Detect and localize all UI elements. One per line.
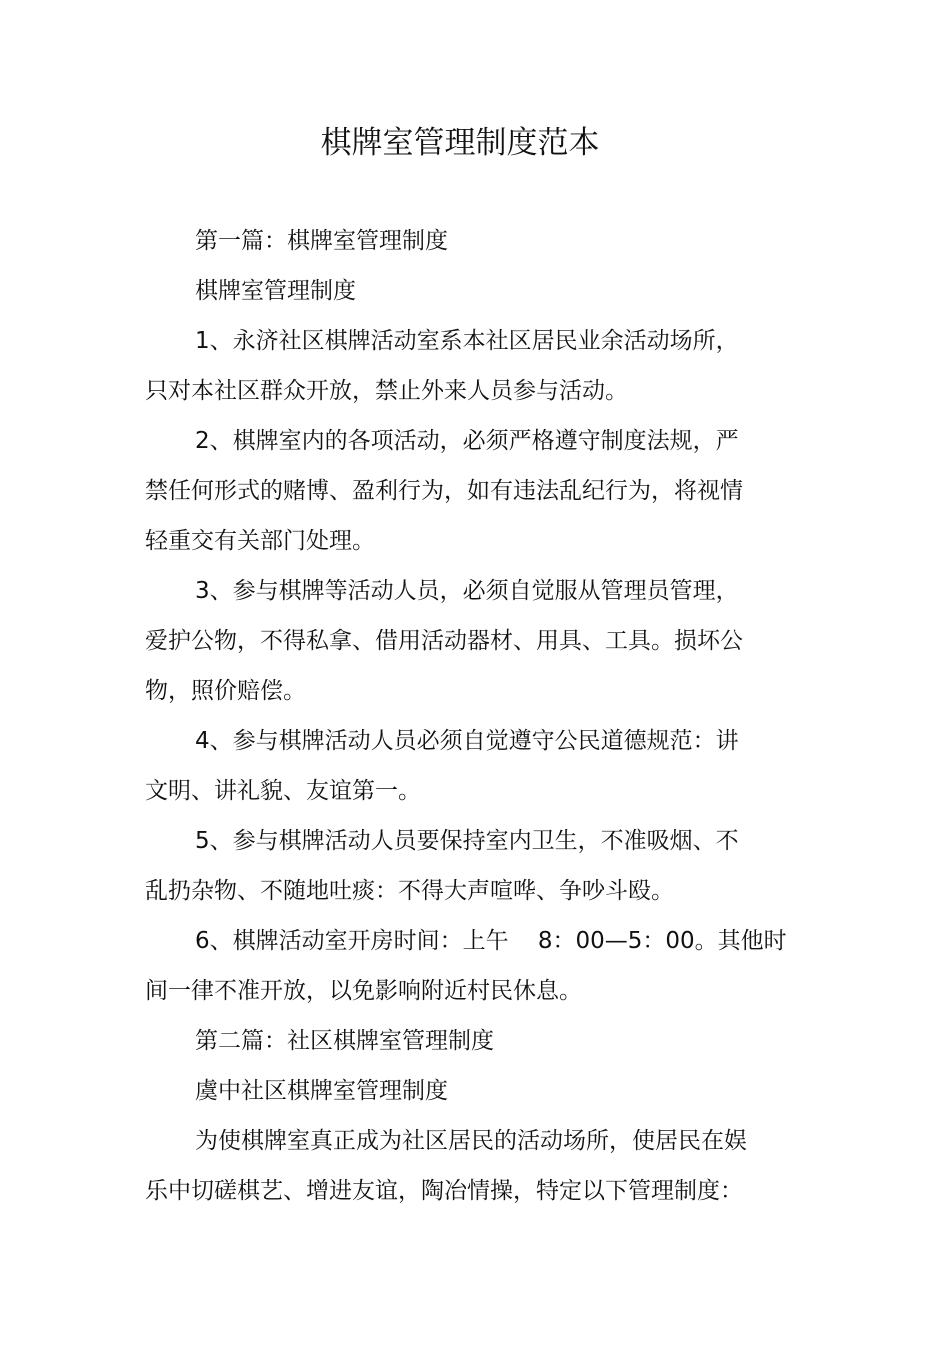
paragraph-line: 1、永济社区棋牌活动室系本社区居民业余活动场所， xyxy=(195,328,739,354)
subheading-2: 虞中社区棋牌室管理制度 xyxy=(195,1078,448,1104)
paragraph-line: 乐中切磋棋艺、增进友谊，陶冶情操，特定以下管理制度： xyxy=(145,1178,743,1204)
paragraph-line: 乱扔杂物、不随地吐痰：不得大声喧哗、争吵斗殴。 xyxy=(145,878,674,904)
document-title: 棋牌室管理制度范本 xyxy=(320,125,600,161)
section-heading-1: 第一篇：棋牌室管理制度 xyxy=(195,228,448,254)
subheading-1: 棋牌室管理制度 xyxy=(195,278,356,304)
paragraph-line: 文明、讲礼貌、友谊第一。 xyxy=(145,778,421,804)
paragraph-line: 为使棋牌室真正成为社区居民的活动场所，使居民在娱 xyxy=(195,1128,747,1154)
paragraph-line: 4、参与棋牌活动人员必须自觉遵守公民道德规范：讲 xyxy=(195,728,739,754)
paragraph-line: 轻重交有关部门处理。 xyxy=(145,528,375,554)
paragraph-line: 只对本社区群众开放，禁止外来人员参与活动。 xyxy=(145,378,628,404)
paragraph-line: 物，照价赔偿。 xyxy=(145,678,306,704)
paragraph-line: 5、参与棋牌活动人员要保持室内卫生，不准吸烟、不 xyxy=(195,828,739,854)
paragraph-line: 间一律不准开放，以免影响附近村民休息。 xyxy=(145,978,582,1004)
paragraph-line: 3、参与棋牌等活动人员，必须自觉服从管理员管理， xyxy=(195,578,739,604)
paragraph-line: 2、棋牌室内的各项活动，必须严格遵守制度法规，严 xyxy=(195,428,739,454)
paragraph-line: 禁任何形式的赌博、盈利行为，如有违法乱纪行为，将视情 xyxy=(145,478,743,504)
paragraph-line: 爱护公物，不得私拿、借用活动器材、用具、工具。损坏公 xyxy=(145,628,743,654)
section-heading-2: 第二篇：社区棋牌室管理制度 xyxy=(195,1028,494,1054)
paragraph-line: 6、棋牌活动室开房时间：上午 8：00—5：00。其他时 xyxy=(195,928,787,954)
